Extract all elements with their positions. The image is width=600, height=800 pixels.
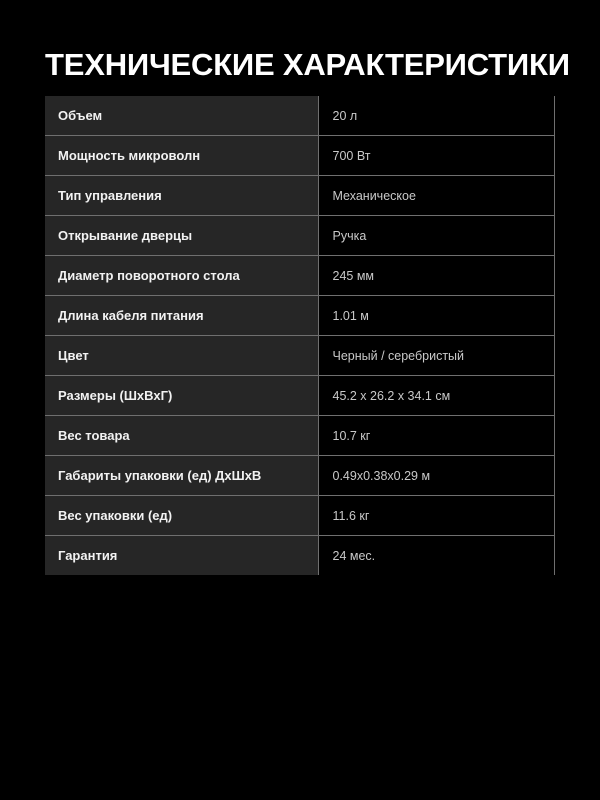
table-row <box>45 256 554 296</box>
spec-label: Длина кабеля питания <box>58 307 204 323</box>
page-title: ТЕХНИЧЕСКИЕ ХАРАКТЕРИСТИКИ <box>45 46 570 82</box>
spec-label: Диаметр поворотного стола <box>58 267 240 283</box>
spec-value: 45.2 x 26.2 x 34.1 см <box>332 388 451 403</box>
spec-value-cell <box>318 256 554 296</box>
spec-value-cell <box>318 296 554 336</box>
spec-label: Тип управления <box>58 187 162 203</box>
spec-label-cell <box>45 456 318 496</box>
table-row <box>45 336 554 376</box>
spec-label: Габариты упаковки (ед) ДхШхВ <box>58 467 262 483</box>
spec-value-cell <box>318 456 554 496</box>
spec-value-cell <box>318 376 554 416</box>
spec-label-cell <box>45 96 318 136</box>
table-row <box>45 96 554 136</box>
spec-value: Черный / серебристый <box>332 348 465 363</box>
spec-value: 10.7 кг <box>332 428 371 443</box>
table-row <box>45 216 554 256</box>
table-row <box>45 176 554 216</box>
spec-value-cell <box>318 136 554 176</box>
spec-label: Размеры (ШхВхГ) <box>58 387 173 403</box>
spec-value-cell <box>318 336 554 376</box>
table-row <box>45 536 554 576</box>
spec-label-cell <box>45 256 318 296</box>
spec-label-cell <box>45 216 318 256</box>
spec-label: Вес упаковки (ед) <box>58 507 173 523</box>
spec-value: 0.49x0.38x0.29 м <box>332 468 431 483</box>
spec-label-cell <box>45 336 318 376</box>
spec-value-cell <box>318 496 554 536</box>
spec-label-cell <box>45 536 318 576</box>
spec-label-cell <box>45 176 318 216</box>
spec-label-cell <box>45 296 318 336</box>
table-row <box>45 496 554 536</box>
spec-label: Вес товара <box>58 427 130 443</box>
spec-value-cell <box>318 416 554 456</box>
spec-label: Мощность микроволн <box>58 147 201 163</box>
table-row <box>45 296 554 336</box>
spec-value-cell <box>318 176 554 216</box>
spec-label: Объем <box>58 107 103 123</box>
spec-label: Цвет <box>58 347 89 363</box>
specifications-table <box>45 96 555 575</box>
table-row <box>45 416 554 456</box>
spec-value: Механическое <box>332 188 416 203</box>
table-row <box>45 376 554 416</box>
spec-value: 1.01 м <box>332 308 369 323</box>
spec-value: 24 мес. <box>332 548 376 563</box>
spec-value-cell <box>318 216 554 256</box>
spec-label: Гарантия <box>58 547 118 563</box>
spec-value-cell <box>318 536 554 576</box>
spec-value: 20 л <box>332 108 358 123</box>
spec-label-cell <box>45 416 318 456</box>
spec-value-cell <box>318 96 554 136</box>
specifications-table-body <box>45 96 554 575</box>
spec-label-cell <box>45 496 318 536</box>
table-row <box>45 456 554 496</box>
spec-label-cell <box>45 136 318 176</box>
spec-label-cell <box>45 376 318 416</box>
spec-value: 245 мм <box>332 268 375 283</box>
spec-value: 11.6 кг <box>332 508 370 523</box>
spec-value: Ручка <box>332 228 367 243</box>
spec-label: Открывание дверцы <box>58 227 193 243</box>
spec-value: 700 Вт <box>332 148 371 163</box>
table-row <box>45 136 554 176</box>
